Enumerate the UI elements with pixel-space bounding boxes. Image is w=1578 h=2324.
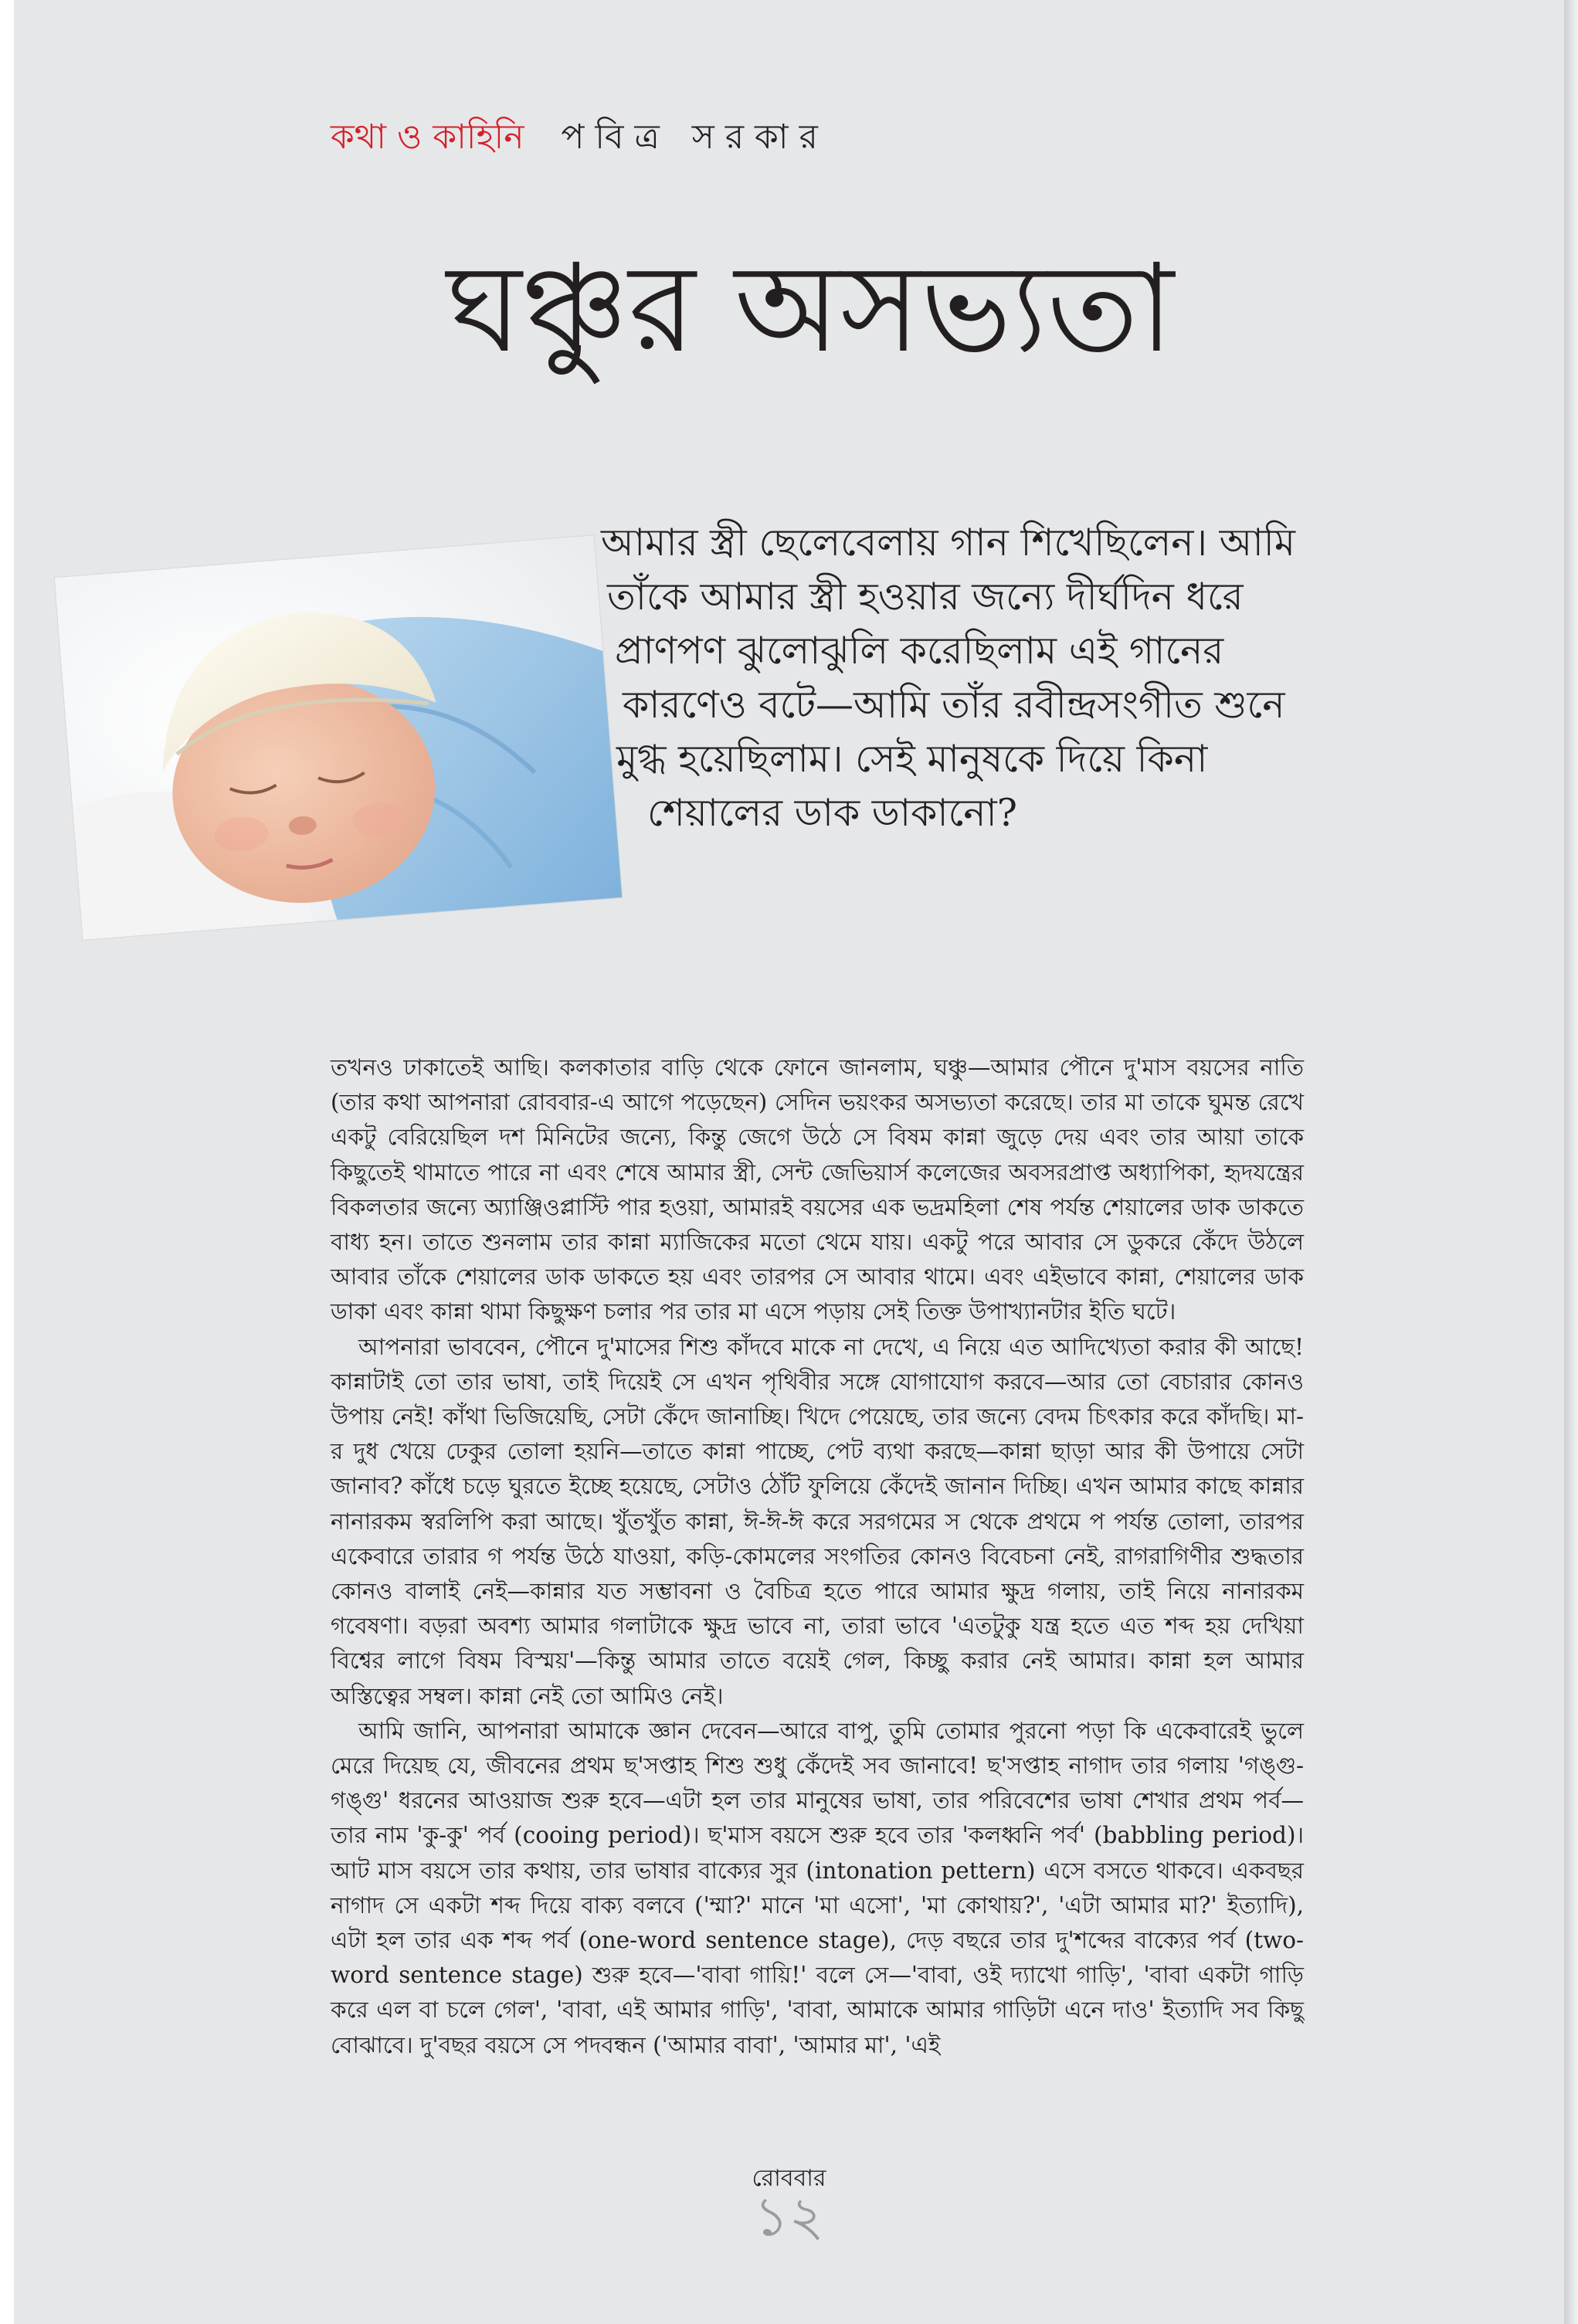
- pull-quote-line: শেয়ালের ডাক ডাকানো?: [647, 791, 1017, 835]
- body-paragraph: আমি জানি, আপনারা আমাকে জ্ঞান দেবেন—আরে বাপু, তুমি তোমার পুরনো পড়া কি একেবারেই ভুলে মেরে দিয়েছ যে, জীবনের প্রথম ছ'সপ্তাহ শিশু শুধু কেঁদেই সব জানাবে! ছ'সপ্তাহ নাগাদ তার গলায় 'গঙ্গু-গঙ্গু' ধরনের আওয়াজ শুরু হবে—এটা হল তার মানুষের ভাষা, তার পরিবেশের ভাষা শেখার প্রথম পর্ব—তার নাম 'কু-কু' পর্ব (cooing period)। ছ'মাস বয়সে শুরু হবে তার 'কলধ্বনি পর্ব' (babbling period)। আট মাস বয়সে তার কথায়, তার ভাষার বাক্যের সুর (intonation pettern) এসে বসতে থাকবে। একবছর নাগাদ সে একটা শব্দ দিয়ে বাক্য বলবে ('ম্মা?' মানে 'মা এসো', 'মা কোথায়?', 'এটা আমার মা?' ইত্যাদি), এটা হল তার এক শব্দ পর্ব (one-word sentence stage), দেড় বছরে তার দু'শব্দের বাক্যের পর্ব (two-word sentence stage) শুরু হবে—'বাবা গায়ি!' বলে সে—'বাবা, ওই দ্যাখো গাড়ি', 'বাবা একটা গাড়ি করে এল বা চলে গেল', 'বাবা, এই আমার গাড়ি', 'বাবা, আমাকে আমার গাড়িটা এনে দাও' ইত্যাদি সব কিছু বোঝাবে। দু'বছর বয়সে সে পদবন্ধন ('আমার বাবা', 'আমার মা', 'এই: [331, 1717, 1304, 2058]
- pull-quote-line: প্রাণপণ ঝুলোঝুলি করেছিলাম এই গানের: [615, 629, 1224, 673]
- pull-quote-line: কারণেও বটে—আমি তাঁর রবীন্দ্রসংগীত শুনে: [623, 683, 1285, 727]
- article-body: [331, 1050, 1304, 2063]
- magazine-page: [14, 0, 1564, 2324]
- byline: [331, 114, 829, 161]
- author-name: পবিত্র সরকার: [561, 117, 829, 157]
- newborn-photo: [55, 535, 623, 939]
- section-label: কথা ও কাহিনি: [331, 117, 524, 157]
- pull-quote-line: আমার স্ত্রী ছেলেবেলায় গান শিখেছিলেন। আমি: [601, 521, 1295, 565]
- magazine-name: রোববার: [752, 2165, 826, 2192]
- page-edge-shadow: [1564, 0, 1578, 2324]
- pull-quote: [601, 516, 1404, 840]
- pull-quote-line: তাঁকে আমার স্ত্রী হওয়ার জন্যে দীর্ঘদিন ধরে: [607, 575, 1244, 619]
- body-paragraph: আপনারা ভাববেন, পৌনে দু'মাসের শিশু কাঁদবে মাকে না দেখে, এ নিয়ে এত আদিখ্যেতা করার কী আছে! কান্নাটাই তো তার ভাষা, তাই দিয়েই সে এখন পৃথিবীর সঙ্গে যোগাযোগ করবে—আর তো বেচারার কোনও উপায় নেই! কাঁথা ভিজিয়েছি, সেটা কেঁদে জানাচ্ছি। খিদে পেয়েছে, তার জন্যে বেদম চিৎকার করে কাঁদছি। মা-র দুধ খেয়ে ঢেকুর তোলা হয়নি—তাতে কান্না পাচ্ছে, পেট ব্যথা করছে—কান্না ছাড়া আর কী উপায়ে সেটা জানাব? কাঁধে চড়ে ঘুরতে ইচ্ছে হয়েছে, সেটাও ঠোঁট ফুলিয়ে কেঁদেই জানান দিচ্ছি। এখন আমার কাছে কান্নার নানারকম স্বরলিপি করা আছে। খুঁতখুঁত কান্না, ঈ-ঈ-ঈ করে সরগমের স থেকে প্রথমে প পর্যন্ত তোলা, তারপর একেবারে তারার গ পর্যন্ত উঠে যাওয়া, কড়ি-কোমলের সংগতির কোনও বিবেচনা নেই, রাগরাগিণীর শুদ্ধতার কোনও বালাই নেই—কান্নার যত সম্ভাবনা ও বৈচিত্র হতে পারে আমার ক্ষুদ্র গলায়, তাই নিয়ে নানারকম গবেষণা। বড়রা অবশ্য আমার গলাটাকে ক্ষুদ্র ভাবে না, তারা ভাবে 'এতটুকু যন্ত্র হতে এত শব্দ হয় দেখিয়া বিশ্বের লাগে বিষম বিস্ময়'—কিন্তু আমার তাতে বয়েই গেল, কিচ্ছু করার নেই আমার। কান্না হল আমার অস্তিত্বের সম্বল। কান্না নেই তো আমিও নেই।: [331, 1333, 1304, 1709]
- body-paragraph: তখনও ঢাকাতেই আছি। কলকাতার বাড়ি থেকে ফোনে জানলাম, ঘঞ্চু—আমার পৌনে দু'মাস বয়সের নাতি (তার কথা আপনারা রোববার-এ আগে পড়েছেন) সেদিন ভয়ংকর অসভ্যতা করেছে। তার মা তাকে ঘুমন্ত রেখে একটু বেরিয়েছিল দশ মিনিটের জন্যে, কিন্তু জেগে উঠে সে বিষম কান্না জুড়ে দেয় এবং তার আয়া তাকে কিছুতেই থামাতে পারে না এবং শেষে আমার স্ত্রী, সেন্ট জেভিয়ার্স কলেজের অবসরপ্রাপ্ত অধ্যাপিকা, হৃদযন্ত্রের বিকলতার জন্যে অ্যাঞ্জিওপ্লাস্টি পার হওয়া, আমারই বয়সের এক ভদ্রমহিলা শেষ পর্যন্ত শেয়ালের ডাক ডাকতে বাধ্য হন। তাতে শুনলাম তার কান্না ম্যাজিকের মতো থেমে যায়। একটু পরে আবার সে ডুকরে কেঁদে উঠলে আবার তাঁকে শেয়ালের ডাক ডাকতে হয় এবং তারপর সে আবার থামে। এবং এইভাবে কান্না, শেয়ালের ডাক ডাকা এবং কান্না থামা কিছুক্ষণ চলার পর তার মা এসে পড়ায় সেই তিক্ত উপাখ্যানটার ইতি ঘটে।: [331, 1054, 1304, 1325]
- page-number: ১২: [754, 2185, 824, 2248]
- sleeping-baby-image: [55, 535, 623, 939]
- article-title: ঘঞ্চুর অসভ্যতা: [446, 238, 1174, 380]
- pull-quote-line: মুগ্ধ হয়েছিলাম। সেই মানুষকে দিয়ে কিনা: [616, 737, 1208, 781]
